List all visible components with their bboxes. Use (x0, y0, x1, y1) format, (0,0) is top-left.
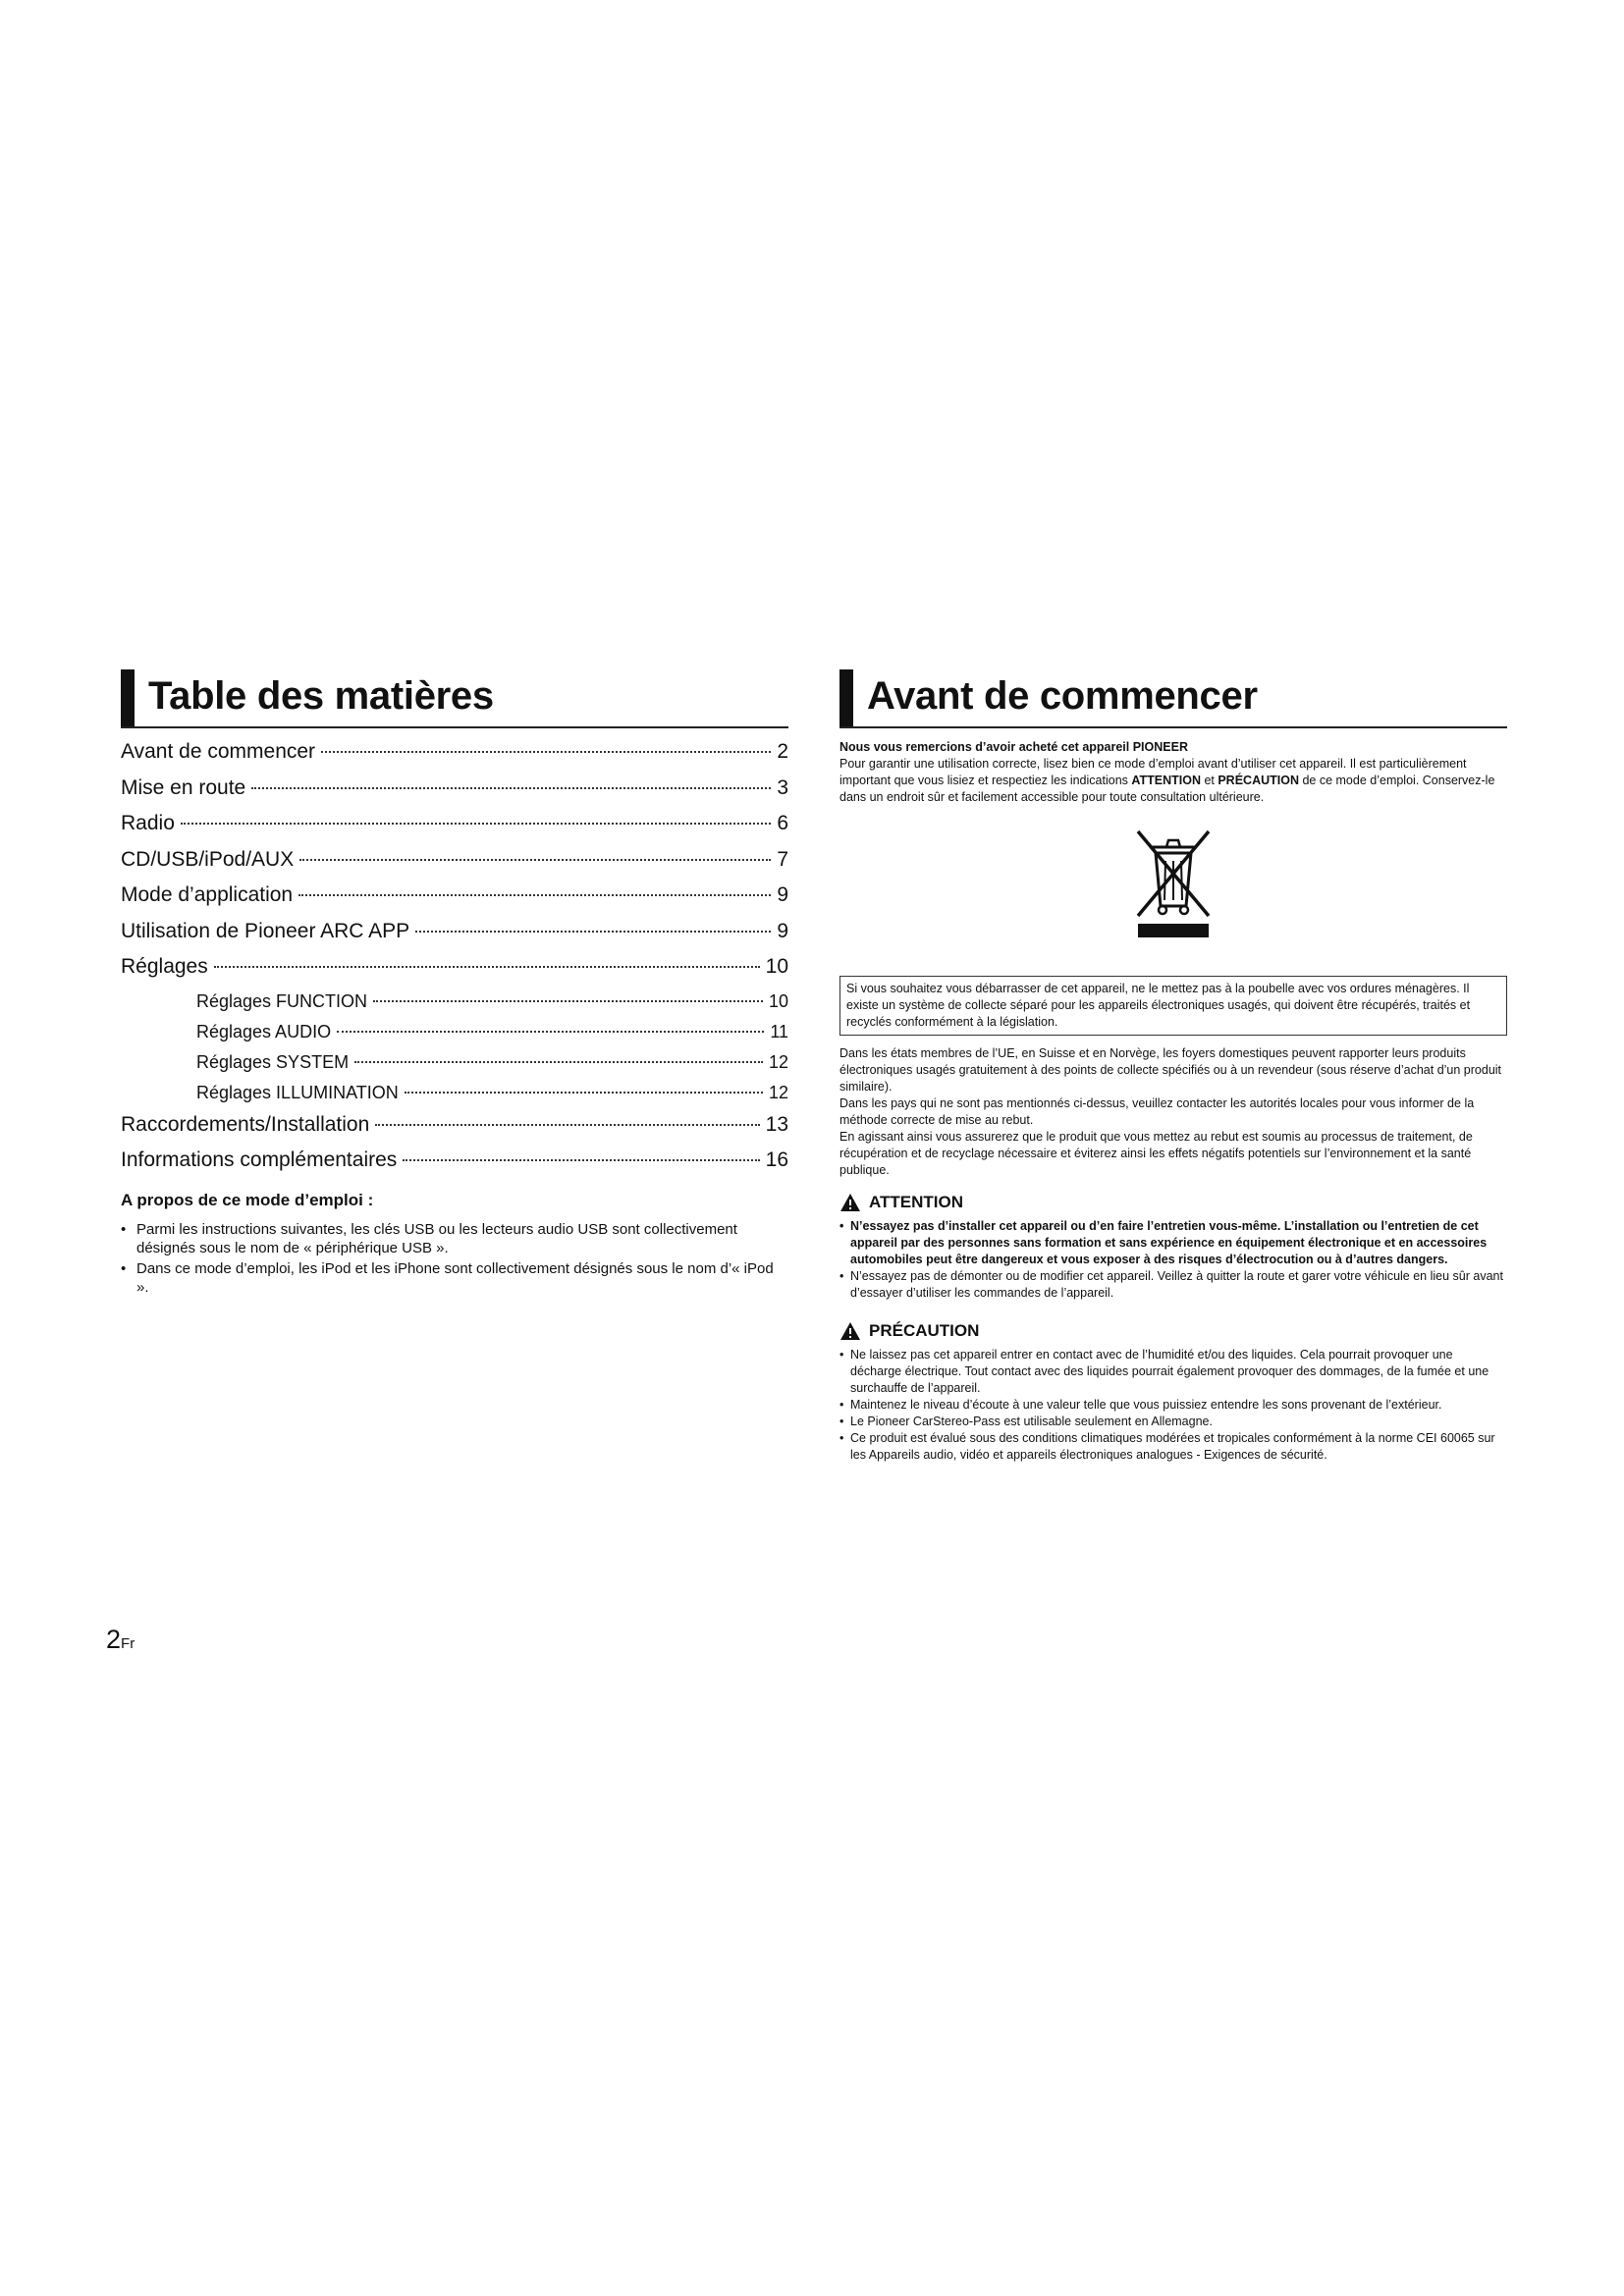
toc-entry-label: Raccordements/Installation (121, 1112, 370, 1136)
attention-ref: ATTENTION (1131, 774, 1201, 787)
precaution-item: • Ne laissez pas cet appareil entrer en contact avec de l’humidité et/ou des liquides. Cela pourrait provoquer une décharge électrique. Tout contact avec des liquides pourrait également provoquer des dommages, de la fumée et une surchauffe de l’appareil. (839, 1347, 1507, 1397)
precaution-item: • Ce produit est évalué sous des conditions climatiques modérées et tropicales conformément à la norme CEI 60065 sur les Appareils audio, vidéo et appareils électroniques analogues - Exigences de sécurité. (839, 1430, 1507, 1464)
toc-entry-label: Utilisation de Pioneer ARC APP (121, 919, 410, 942)
intro-heading (839, 667, 1507, 728)
language-suffix: Fr (121, 1635, 135, 1652)
about-bullet: • Parmi les instructions suivantes, les clés USB ou les lecteurs audio USB sont collectivement désignés sous le nom de « périphérique USB ». (121, 1220, 788, 1257)
toc-subentry[interactable] (121, 1083, 788, 1113)
toc-leader-dots (251, 787, 771, 789)
toc-entry-page: 10 (768, 990, 788, 1011)
toc-entry-page: 16 (765, 1148, 788, 1171)
toc-entry-page: 10 (765, 955, 788, 978)
toc-heading (121, 667, 788, 728)
attention-item: • N’essayez pas de démonter ou de modifier cet appareil. Veillez à quitter la route et garer votre véhicule en lieu sûr avant d’essayer d’utiliser les commandes de l’appareil. (839, 1268, 1507, 1302)
toc-leader-dots (415, 931, 771, 933)
heading-bar (121, 669, 135, 726)
toc-entry[interactable] (121, 848, 788, 884)
toc-leader-dots (373, 1000, 763, 1002)
intro-paragraph (839, 756, 1507, 806)
toc-entry[interactable] (121, 776, 788, 813)
precaution-item: • Maintenez le niveau d’écoute à une valeur telle que vous puissiez entendre les sons provenant de l’extérieur. (839, 1397, 1507, 1414)
toc-entry-label: CD/USB/iPod/AUX (121, 847, 295, 871)
about-title: A propos de ce mode d’emploi : (121, 1190, 374, 1209)
toc-entry-page: 3 (777, 775, 788, 799)
toc-column (121, 667, 788, 1299)
page-number-value: 2 (106, 1625, 122, 1654)
toc-entry-label: Radio (121, 812, 175, 834)
eu-paragraph: Dans les états membres de l’UE, en Suisse et en Norvège, les foyers domestiques peuvent rapporter leurs produits électroniques usagés gratuitement à des points de collecte spécifiés ou à un revendeur (sous réserve d’achat d’un produit similaire). (839, 1046, 1502, 1094)
intro-text: de ce mode d’emploi. Conservez-le dans un endroit sûr et facilement accessible pour toute consultation ultérieure. (839, 774, 1495, 804)
toc-entry-page: 11 (770, 1021, 788, 1041)
warning-triangle-icon (839, 1321, 861, 1341)
toc-entry-label: Réglages AUDIO (196, 1021, 332, 1041)
toc-entry[interactable] (121, 812, 788, 848)
heading-bar (839, 669, 853, 726)
crossed-out-wheelie-bin-icon (1134, 826, 1213, 938)
toc-leader-dots (298, 894, 771, 896)
toc-entry-label: Réglages SYSTEM (196, 1051, 350, 1072)
intro-title: Avant de commencer (867, 674, 1258, 718)
toc-entry-label: Réglages FUNCTION (196, 990, 368, 1011)
precaution-ref: PRÉCAUTION (1218, 774, 1299, 787)
toc-entry-page: 9 (777, 883, 788, 906)
precaution-heading (839, 1321, 1507, 1341)
toc-leader-dots (403, 1159, 759, 1161)
intro-column (839, 667, 1507, 1464)
toc-entry-label: Avant de commencer (121, 740, 316, 763)
toc-entry-page: 2 (777, 740, 788, 763)
toc-entry[interactable] (121, 920, 788, 956)
disposal-notice: Si vous souhaitez vous débarrasser de cet appareil, ne le mettez pas à la poubelle avec vos ordures ménagères. Il existe un système de collecte séparé pour les appareils électroniques usagés, qui doivent être récupérés, traités et recyclés conformément à la législation. (839, 976, 1507, 1036)
toc-leader-dots (375, 1124, 759, 1126)
toc-leader-dots (321, 751, 771, 753)
toc-leader-dots (337, 1031, 764, 1033)
recycle-symbol (839, 826, 1507, 958)
toc-entry-page: 9 (777, 919, 788, 942)
attention-label: ATTENTION (869, 1193, 964, 1211)
attention-item: • N’essayez pas d’installer cet appareil ou d’en faire l’entretien vous-même. L’installation ou l’entretien de cet appareil par des personnes sans formation et sans expérience en équipement électronique et en accessoires automobiles peut être dangereux et vous exposer à des risques d’électrocution ou à d’autres dangers. (839, 1218, 1507, 1268)
toc-leader-dots (299, 859, 771, 861)
attention-heading (839, 1193, 1507, 1212)
toc-entry-label: Mise en route (121, 775, 246, 799)
toc-entry[interactable] (121, 1113, 788, 1149)
toc-entry[interactable] (121, 955, 788, 991)
toc-entry[interactable] (121, 740, 788, 776)
about-bullets (121, 1220, 788, 1297)
toc-entry[interactable] (121, 1148, 788, 1185)
warning-triangle-icon (839, 1193, 861, 1212)
toc-leader-dots (181, 823, 771, 825)
toc-entry-page: 7 (777, 847, 788, 871)
toc-leader-dots (354, 1061, 763, 1063)
toc-subentry[interactable] (121, 991, 788, 1022)
precaution-list (839, 1347, 1507, 1464)
toc-entry-label: Mode d’application (121, 883, 294, 906)
toc-subentry[interactable] (121, 1052, 788, 1083)
toc-entry[interactable] (121, 883, 788, 920)
precaution-label: PRÉCAUTION (869, 1321, 980, 1340)
toc-entry-page: 12 (768, 1082, 788, 1102)
toc-list (121, 740, 788, 1185)
intro-text: et (1200, 774, 1218, 787)
intro-text: Pour garantir une utilisation correcte, lisez bien ce mode d’emploi avant d’utiliser cet appareil. Il est particulièrement important que vous lisiez et respectiez les indications (839, 757, 1467, 787)
toc-entry-label: Réglages (121, 955, 208, 978)
thanks-line: Nous vous remercions d’avoir acheté cet appareil PIONEER (839, 740, 1188, 754)
toc-entry-page: 6 (777, 812, 788, 834)
eu-paragraph: Dans les pays qui ne sont pas mentionnés ci-dessus, veuillez contacter les autorités locales pour vous informer de la méthode correcte de mise au rebut. (839, 1096, 1475, 1127)
toc-entry-page: 12 (768, 1051, 788, 1072)
toc-leader-dots (214, 966, 760, 968)
precaution-item: • Le Pioneer CarStereo-Pass est utilisable seulement en Allemagne. (839, 1414, 1507, 1430)
toc-entry-page: 13 (765, 1112, 788, 1136)
toc-entry-label: Réglages ILLUMINATION (196, 1082, 399, 1102)
page-number (106, 1625, 135, 1655)
toc-entry-label: Informations complémentaires (121, 1148, 398, 1171)
toc-leader-dots (405, 1092, 763, 1094)
toc-title: Table des matières (148, 674, 494, 718)
eu-paragraph: En agissant ainsi vous assurerez que le produit que vous mettez au rebut est soumis au processus de traitement, de récupération et de recyclage nécessaire et éviterez ainsi les effets négatifs potentiels sur l’environnement et la santé publique. (839, 1130, 1473, 1177)
toc-subentry[interactable] (121, 1022, 788, 1052)
about-bullet: • Dans ce mode d’emploi, les iPod et les iPhone sont collectivement désignés sous le nom d’« iPod ». (121, 1259, 788, 1297)
attention-list (839, 1218, 1507, 1302)
